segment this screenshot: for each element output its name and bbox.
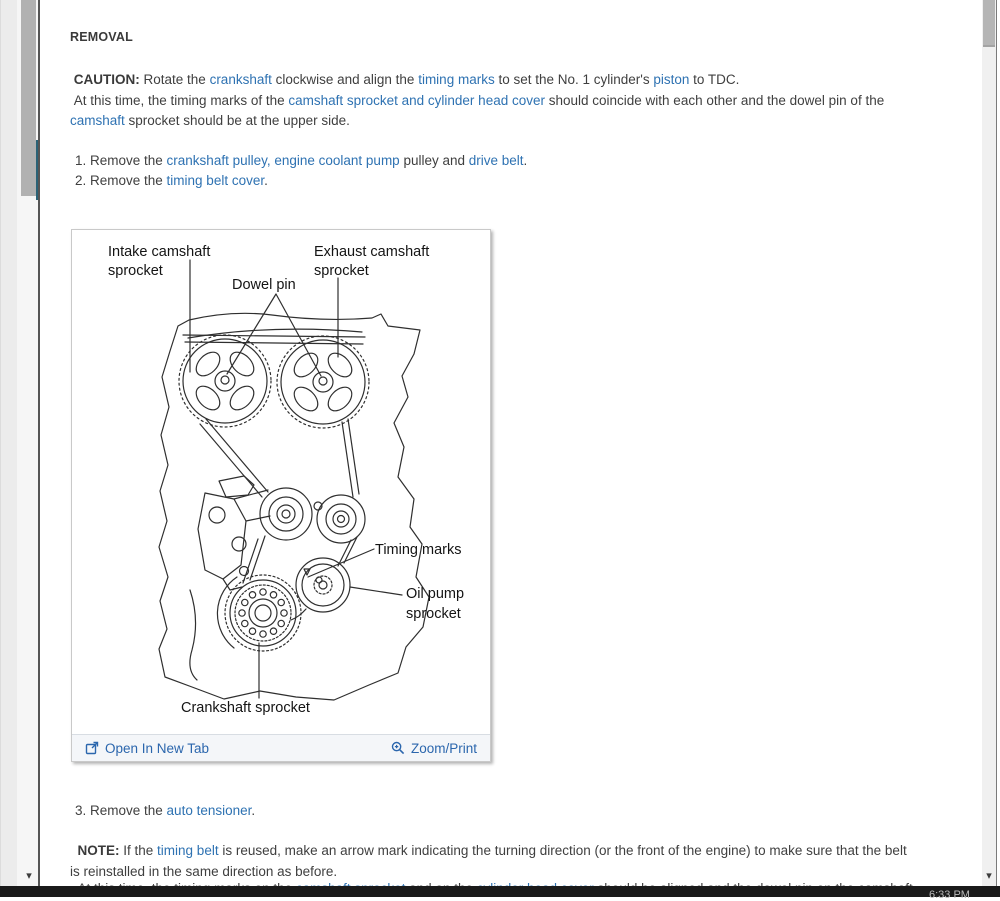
exhaust-camshaft-sprocket xyxy=(277,336,369,428)
intake-camshaft-sprocket xyxy=(179,335,271,427)
right-idler-pulley xyxy=(314,495,365,543)
note-paragraph xyxy=(70,841,982,882)
text-span: . xyxy=(523,153,528,168)
open-in-new-icon xyxy=(85,741,99,755)
inline-link[interactable]: crankshaft xyxy=(209,72,272,87)
document-pane xyxy=(40,0,982,886)
text-span: pulley and xyxy=(399,153,469,168)
label-oil-pump-sprocket: Oil pump xyxy=(406,586,465,602)
label-timing-marks: Timing marks xyxy=(375,542,462,558)
inline-link[interactable]: auto tensioner xyxy=(166,803,252,818)
step-3 xyxy=(75,801,987,822)
text-span: CAUTION: xyxy=(70,72,144,87)
step-2 xyxy=(75,171,987,192)
text-span: sprocket should be at the upper side. xyxy=(124,113,350,129)
oil-pump-sprocket xyxy=(296,558,350,612)
text-span: should coincide with each other and the dowel pin of the xyxy=(544,92,885,108)
inline-link[interactable]: drive belt xyxy=(468,153,524,168)
text-span: to TDC. xyxy=(689,72,740,87)
timing-belt-diagram xyxy=(72,230,490,734)
label-oil-pump-sprocket-2: sprocket xyxy=(406,606,461,622)
zoom-print-button[interactable] xyxy=(391,741,477,756)
label-dowel-pin: Dowel pin xyxy=(232,277,296,293)
right-scrollbar-thumb[interactable] xyxy=(983,0,995,47)
text-span: to set the No. 1 cylinder's xyxy=(494,72,654,87)
figure-toolbar xyxy=(72,734,490,761)
page-title: REMOVAL xyxy=(70,30,133,44)
crankshaft-sprocket xyxy=(217,575,301,651)
window-right-border xyxy=(996,0,997,886)
text-span: clockwise and align the xyxy=(271,72,419,87)
label-intake-camshaft-sprocket: Intake camshaft xyxy=(108,244,211,260)
diagram-svg xyxy=(72,230,490,734)
label-exhaust-camshaft-sprocket: Exhaust camshaft xyxy=(314,244,430,260)
text-span: NOTE: xyxy=(70,843,124,858)
zoom-print-label: Zoom/Print xyxy=(410,740,477,756)
open-in-new-tab-button[interactable] xyxy=(85,741,209,756)
open-in-new-tab-label: Open In New Tab xyxy=(105,740,210,756)
left-pane xyxy=(0,0,17,886)
inline-link[interactable]: timing marks xyxy=(418,72,495,87)
caution-paragraph xyxy=(70,70,982,132)
right-scrollbar-down-arrow-icon[interactable]: ▾ xyxy=(986,870,992,882)
text-span: If the xyxy=(123,843,158,858)
taskbar xyxy=(0,886,1000,901)
label-crankshaft-sprocket: Crankshaft sprocket xyxy=(181,700,310,716)
clock: 6:33 PM xyxy=(929,889,970,901)
inline-link[interactable]: crankshaft pulley, engine coolant pump xyxy=(166,153,400,168)
text-span: 3. Remove the xyxy=(75,803,167,818)
inline-link[interactable]: piston xyxy=(653,72,690,87)
inline-link[interactable]: camshaft sprocket and cylinder head cover xyxy=(288,92,545,108)
left-scrollbar-down-arrow-icon[interactable]: ▾ xyxy=(26,870,32,882)
step-1 xyxy=(75,151,987,172)
left-scrollbar-thumb[interactable] xyxy=(21,0,36,196)
zoom-plus-icon xyxy=(391,741,405,755)
label-intake-camshaft-sprocket-2: sprocket xyxy=(108,263,163,279)
text-span: . xyxy=(251,803,256,818)
figure-box xyxy=(71,229,491,762)
text-span: 2. Remove the xyxy=(75,173,167,188)
label-exhaust-camshaft-sprocket-2: sprocket xyxy=(314,263,369,279)
text-span: . xyxy=(264,173,268,188)
inline-link[interactable]: timing belt cover xyxy=(166,173,265,188)
inline-link[interactable]: timing belt xyxy=(157,843,219,858)
casting-line xyxy=(190,590,197,680)
text-span: Rotate the xyxy=(143,72,210,87)
text-span: At this time, the timing marks of the xyxy=(70,92,289,108)
inline-link[interactable]: camshaft xyxy=(70,113,125,129)
text-span: is reused, make an arrow mark indicating the turning direction (or the front of the engine) to make sure that the belt xyxy=(218,843,907,858)
text-span: is reinstalled in the same direction as before. xyxy=(70,863,338,879)
left-idler-pulley xyxy=(260,488,312,540)
text-span: 1. Remove the xyxy=(75,153,167,168)
right-scrollbar-track[interactable] xyxy=(982,0,996,886)
